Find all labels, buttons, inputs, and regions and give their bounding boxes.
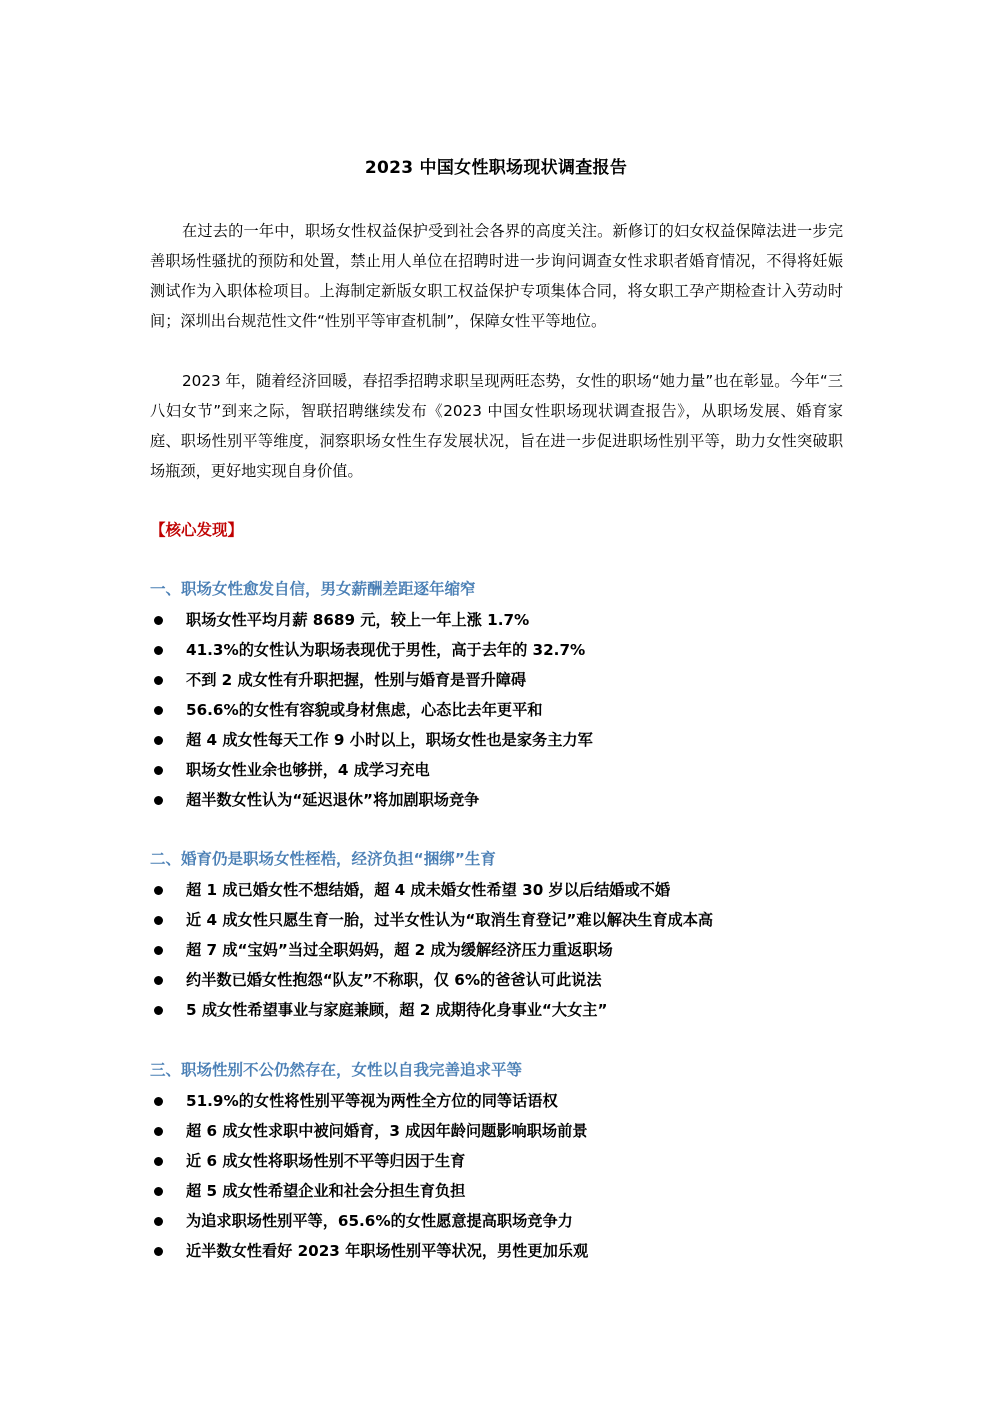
bullet-icon: [154, 946, 163, 955]
list-item-text: 5 成女性希望事业与家庭兼顾，超 2 成期待化身事业“大女主”: [186, 1001, 608, 1019]
list-item: [150, 1146, 850, 1176]
list-item-text: 超 4 成女性每天工作 9 小时以上，职场女性也是家务主力军: [186, 731, 593, 749]
list-item: [150, 875, 850, 905]
list-item-text: 超 6 成女性求职中被问婚育，3 成因年龄问题影响职场前景: [186, 1122, 588, 1140]
list-item: [150, 605, 850, 635]
list-item: [150, 635, 850, 665]
section-2-list: [150, 875, 850, 1025]
list-item: [150, 725, 850, 755]
list-item: [150, 995, 850, 1025]
list-item-text: 不到 2 成女性有升职把握，性别与婚育是晋升障碍: [186, 671, 527, 689]
bullet-icon: [154, 1006, 163, 1015]
list-item: [150, 695, 850, 725]
list-item-text: 56.6%的女性有容貌或身材焦虑，心态比去年更平和: [186, 701, 543, 719]
list-item: [150, 755, 850, 785]
list-item: [150, 905, 850, 935]
bullet-icon: [154, 1187, 163, 1196]
bullet-icon: [154, 646, 163, 655]
intro-paragraph-2: 2023 年，随着经济回暖，春招季招聘求职呈现两旺态势，女性的职场“她力量”也在彰显。今年“三八妇女节”到来之际，智联招聘继续发布《2023 中国女性职场现状调查报告》，从职场发展、婚育家庭、职场性别平等维度，洞察职场女性生存发展状况，旨在进一步促进职场性别平等，助力女性突破职场瓶颈，更好地实现自身价值。: [150, 372, 843, 480]
bullet-icon: [154, 766, 163, 775]
list-item: [150, 1116, 850, 1146]
bullet-icon: [154, 796, 163, 805]
list-item: [150, 1206, 850, 1236]
bullet-icon: [154, 706, 163, 715]
bullet-icon: [154, 1097, 163, 1106]
bullet-icon: [154, 886, 163, 895]
bullet-icon: [154, 1127, 163, 1136]
list-item: [150, 1086, 850, 1116]
bullet-icon: [154, 616, 163, 625]
bullet-icon: [154, 916, 163, 925]
list-item-text: 超 7 成“宝妈”当过全职妈妈，超 2 成为缓解经济压力重返职场: [186, 941, 613, 959]
section-1-heading: 一、职场女性愈发自信，男女薪酬差距逐年缩窄: [150, 580, 476, 598]
list-item: [150, 965, 850, 995]
list-item: [150, 1236, 850, 1266]
list-item-text: 超 1 成已婚女性不想结婚，超 4 成未婚女性希望 30 岁以后结婚或不婚: [186, 881, 671, 899]
list-item-text: 近半数女性看好 2023 年职场性别平等状况，男性更加乐观: [186, 1242, 589, 1260]
section-2-heading: 二、婚育仍是职场女性桎梏，经济负担“捆绑”生育: [150, 850, 496, 868]
bullet-icon: [154, 736, 163, 745]
list-item-text: 近 4 成女性只愿生育一胎，过半女性认为“取消生育登记”难以解决生育成本高: [186, 911, 714, 929]
section-3-list: [150, 1086, 850, 1266]
list-item-text: 近 6 成女性将职场性别不平等归因于生育: [186, 1152, 466, 1170]
document-title: 2023 中国女性职场现状调查报告: [364, 158, 628, 178]
list-item-text: 职场女性平均月薪 8689 元，较上一年上涨 1.7%: [186, 611, 530, 629]
bullet-icon: [154, 676, 163, 685]
list-item: [150, 665, 850, 695]
list-item-text: 41.3%的女性认为职场表现优于男性，高于去年的 32.7%: [186, 641, 586, 659]
bullet-icon: [154, 1217, 163, 1226]
list-item-text: 职场女性业余也够拼，4 成学习充电: [186, 761, 430, 779]
section-3-heading: 三、职场性别不公仍然存在，女性以自我完善追求平等: [150, 1061, 523, 1079]
list-item-text: 为追求职场性别平等，65.6%的女性愿意提高职场竞争力: [186, 1212, 573, 1230]
intro-paragraph-1: 在过去的一年中，职场女性权益保护受到社会各界的高度关注。新修订的妇女权益保障法进一步完善职场性骚扰的预防和处置，禁止用人单位在招聘时进一步询问调查女性求职者婚育情况，不得将妊娠测试作为入职体检项目。上海制定新版女职工权益保护专项集体合同，将女职工孕产期检查计入劳动时间；深圳出台规范性文件“性别平等审查机制”，保障女性平等地位。: [150, 222, 843, 330]
bullet-icon: [154, 976, 163, 985]
section-1-list: [150, 605, 850, 815]
list-item: [150, 935, 850, 965]
list-item-text: 约半数已婚女性抱怨“队友”不称职，仅 6%的爸爸认可此说法: [186, 971, 602, 989]
bullet-icon: [154, 1247, 163, 1256]
list-item-text: 超 5 成女性希望企业和社会分担生育负担: [186, 1182, 466, 1200]
bullet-icon: [154, 1157, 163, 1166]
list-item: [150, 785, 850, 815]
list-item-text: 超半数女性认为“延迟退休”将加剧职场竞争: [186, 791, 480, 809]
list-item: [150, 1176, 850, 1206]
core-findings-heading: 【核心发现】: [150, 521, 244, 539]
list-item-text: 51.9%的女性将性别平等视为两性全方位的同等话语权: [186, 1092, 558, 1110]
